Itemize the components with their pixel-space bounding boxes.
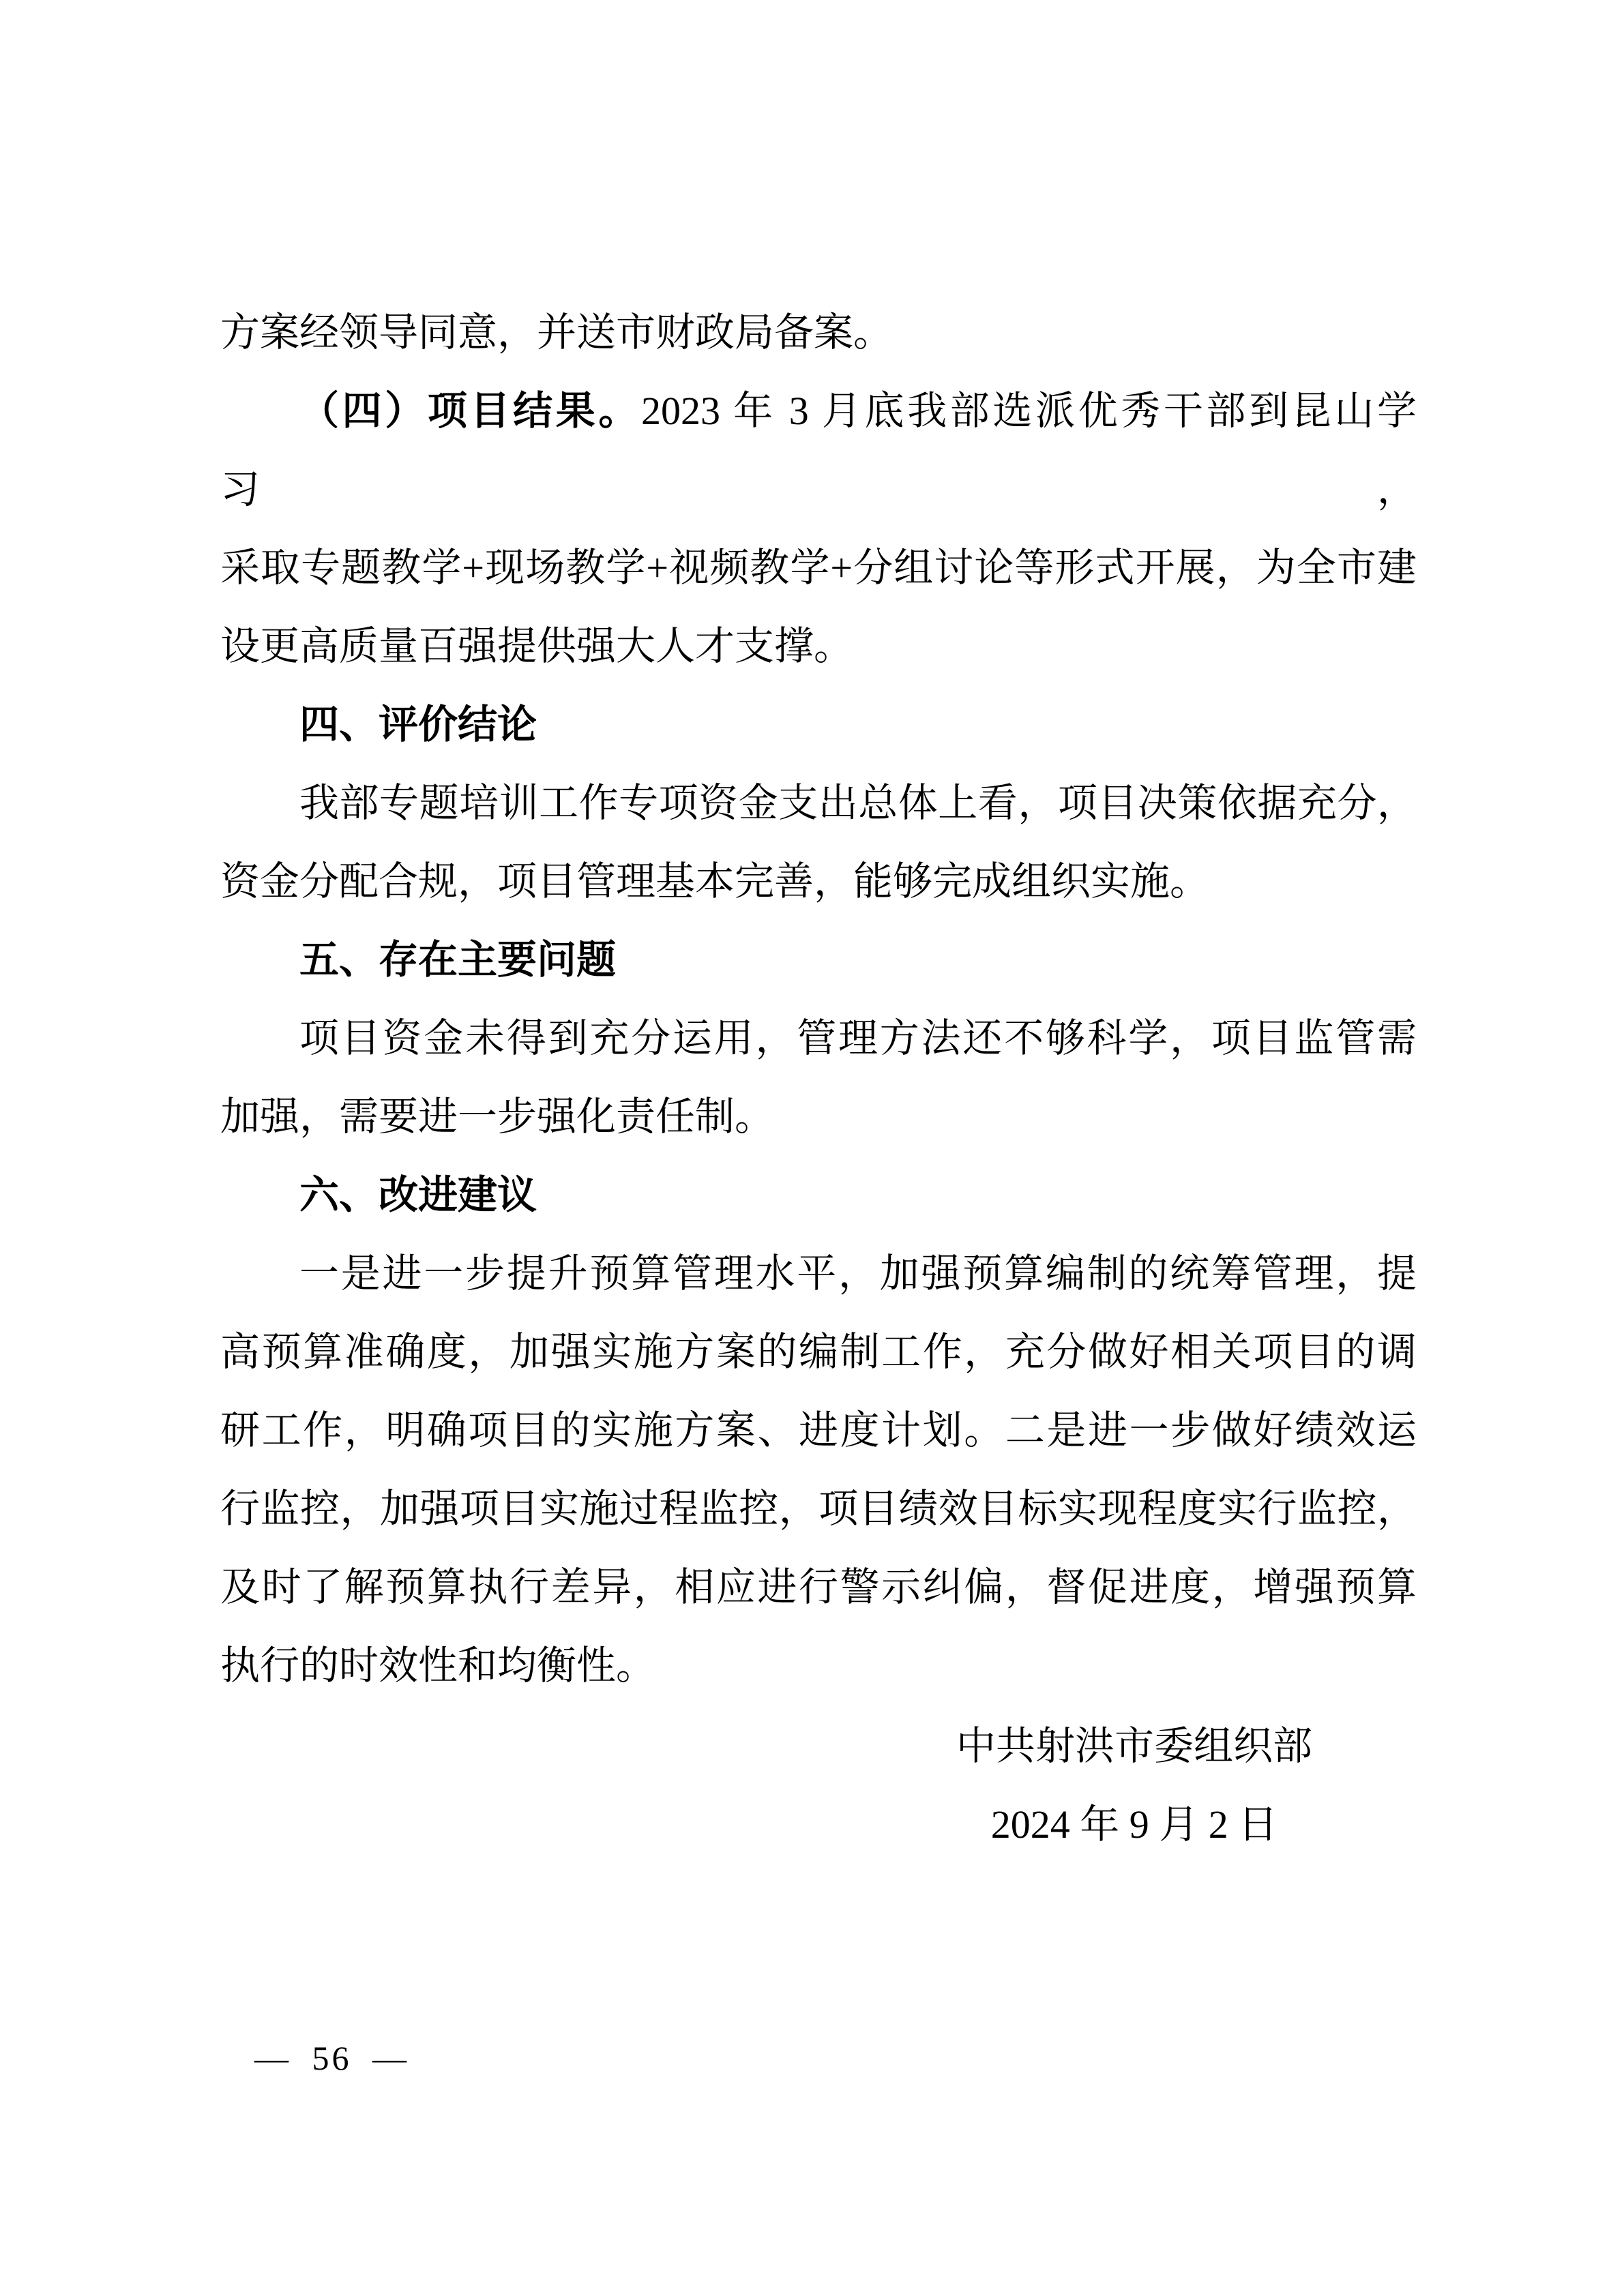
text-line: 执行的时效性和均衡性。 — [220, 1643, 656, 1688]
text-line: 加强，需要进一步强化责任制。 — [220, 1094, 775, 1139]
text-line: 项目资金未得到充分运用，管理方法还不够科学，项目监管需 — [299, 1016, 1417, 1060]
text-line: 方案经领导同意，并送市财政局备案。 — [220, 310, 894, 355]
document-body — [220, 293, 1417, 1705]
section-heading: 四、评价结论 — [299, 702, 537, 747]
signature-date: 2024 年 9 月 2 日 — [990, 1802, 1278, 1847]
page-number-text: — 56 — — [254, 2039, 409, 2077]
signature-block — [725, 1707, 1544, 1864]
page-number — [254, 2038, 409, 2078]
signature-organization: 中共射洪市委组织部 — [956, 1724, 1312, 1768]
text-line: （四）项目结果。2023 年 3 月底我部选派优秀干部到昆山学习， — [220, 389, 1417, 511]
paragraph — [220, 1234, 1417, 1705]
paragraph — [220, 999, 1417, 1156]
section-heading: 五、存在主要问题 — [299, 938, 617, 982]
text-line: 高预算准确度，加强实施方案的编制工作，充分做好相关项目的调 — [220, 1330, 1417, 1374]
text-line: 设更高质量百强提供强大人才支撑。 — [220, 624, 854, 668]
paragraph — [220, 293, 1417, 372]
text-line: 资金分配合规，项目管理基本完善，能够完成组织实施。 — [220, 859, 1210, 904]
text-line: 行监控，加强项目实施过程监控，项目绩效目标实现程度实行监控， — [220, 1487, 1417, 1531]
paragraph — [220, 764, 1417, 921]
text-line: 采取专题教学+现场教学+视频教学+分组讨论等形式开展，为全市建 — [220, 546, 1417, 590]
paragraph — [220, 372, 1417, 685]
text-line: 一是进一步提升预算管理水平，加强预算编制的统筹管理，提 — [299, 1251, 1417, 1296]
text-line: 我部专题培训工作专项资金支出总体上看，项目决策依据充分， — [299, 781, 1417, 825]
inline-subheading: （四）项目结果。 — [299, 389, 641, 433]
section-heading: 六、改进建议 — [299, 1173, 537, 1217]
text-line: 及时了解预算执行差异，相应进行警示纠偏，督促进度，增强预算 — [220, 1565, 1417, 1609]
text-line: 研工作，明确项目的实施方案、进度计划。二是进一步做好绩效运 — [220, 1408, 1417, 1452]
